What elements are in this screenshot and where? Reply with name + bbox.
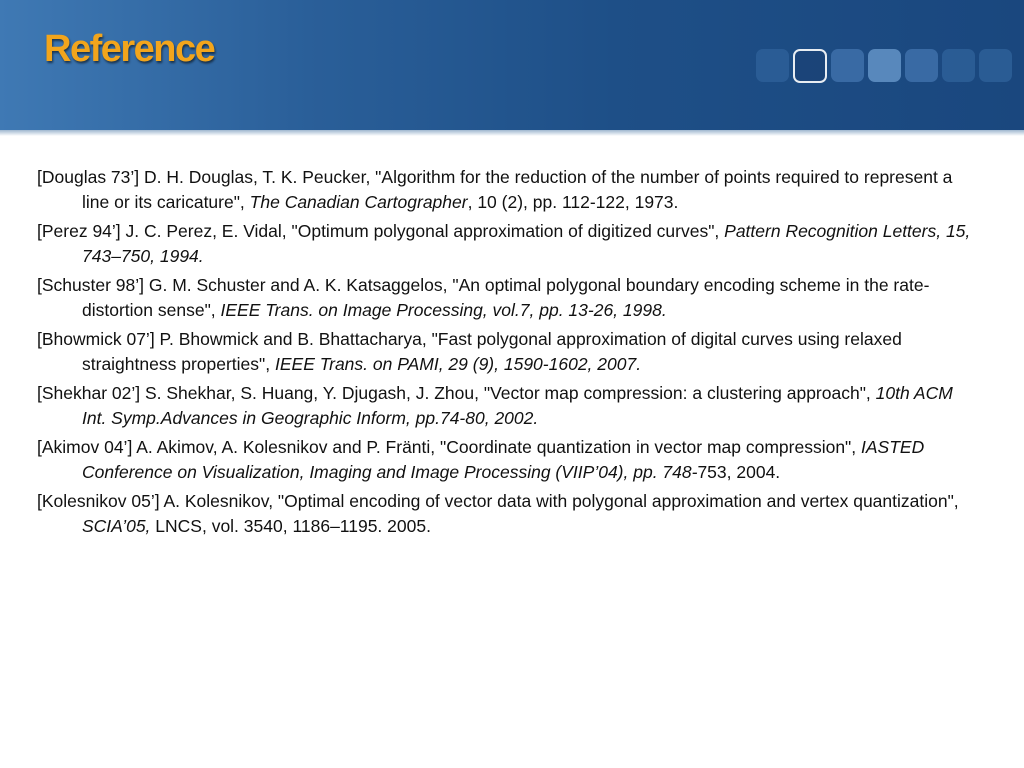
reference-item: [37, 381, 977, 430]
reference-item: [37, 219, 977, 268]
reference-text: D. H. Douglas, T. K. Peucker, "Algorithm for the reduction of the number of points required to represent a line or its caricature",: [82, 167, 953, 212]
reference-item: [37, 327, 977, 376]
reference-key: [Shekhar 02’]: [37, 383, 141, 403]
reference-venue: Pattern Recognition Letters, 15, 743–750, 1994.: [82, 221, 971, 266]
reference-text: S. Shekhar, S. Huang, Y. Djugash, J. Zhou, "Vector map compression: a clustering approach",: [140, 383, 876, 403]
reference-item: [37, 273, 977, 322]
reference-venue: IEEE Trans. on Image Processing, vol.7, pp. 13-26, 1998.: [220, 299, 667, 320]
reference-text: A. Akimov, A. Kolesnikov and P. Fränti, "Coordinate quantization in vector map compression",: [132, 437, 861, 457]
reference-venue: IEEE Trans. on PAMI, 29 (9), 1590-1602, 2007.: [274, 353, 642, 374]
reference-venue: IASTED Conference on Visualization, Imaging and Image Processing (VIIP’04), pp. 748-: [82, 437, 925, 482]
reference-tail: , 10 (2), pp. 112-122, 1973.: [467, 191, 679, 212]
reference-tail: LNCS, vol. 3540, 1186–1195. 2005.: [150, 515, 431, 536]
reference-key: [Akimov 04’]: [37, 437, 133, 457]
reference-text: J. C. Perez, E. Vidal, "Optimum polygonal approximation of digitized curves",: [120, 221, 725, 241]
reference-venue: SCIA’05,: [82, 515, 151, 536]
decorative-square: [868, 49, 901, 82]
slide-title: Reference: [44, 28, 215, 70]
decorative-square: [905, 49, 938, 82]
reference-key: [Schuster 98’]: [37, 275, 144, 295]
decorative-square: [831, 49, 864, 82]
reference-key: [Douglas 73’]: [37, 167, 140, 187]
reference-venue: The Canadian Cartographer: [249, 191, 468, 212]
reference-text: P. Bhowmick and B. Bhattacharya, "Fast polygonal approximation of digital curves using relaxed straightness properties",: [82, 329, 902, 374]
decorative-square: [793, 49, 827, 83]
slide-header: [0, 0, 1024, 130]
reference-item: [37, 435, 977, 484]
reference-tail: 753, 2004.: [697, 461, 781, 482]
reference-list: [37, 165, 977, 543]
reference-text: A. Kolesnikov, "Optimal encoding of vector data with polygonal approximation and vertex quantization",: [159, 491, 959, 511]
decorative-squares: [756, 49, 1012, 83]
decorative-square: [979, 49, 1012, 82]
decorative-square: [756, 49, 789, 82]
reference-key: [Kolesnikov 05’]: [37, 491, 160, 511]
reference-item: [37, 489, 977, 538]
reference-venue: 10th ACM Int. Symp.Advances in Geographic Inform, pp.74-80, 2002.: [82, 383, 953, 428]
reference-text: G. M. Schuster and A. K. Katsaggelos, "An optimal polygonal boundary encoding scheme in the rate-distortion sense",: [82, 275, 930, 320]
reference-key: [Perez 94’]: [37, 221, 121, 241]
reference-key: [Bhowmick 07’]: [37, 329, 155, 349]
decorative-square: [942, 49, 975, 82]
reference-item: [37, 165, 977, 214]
